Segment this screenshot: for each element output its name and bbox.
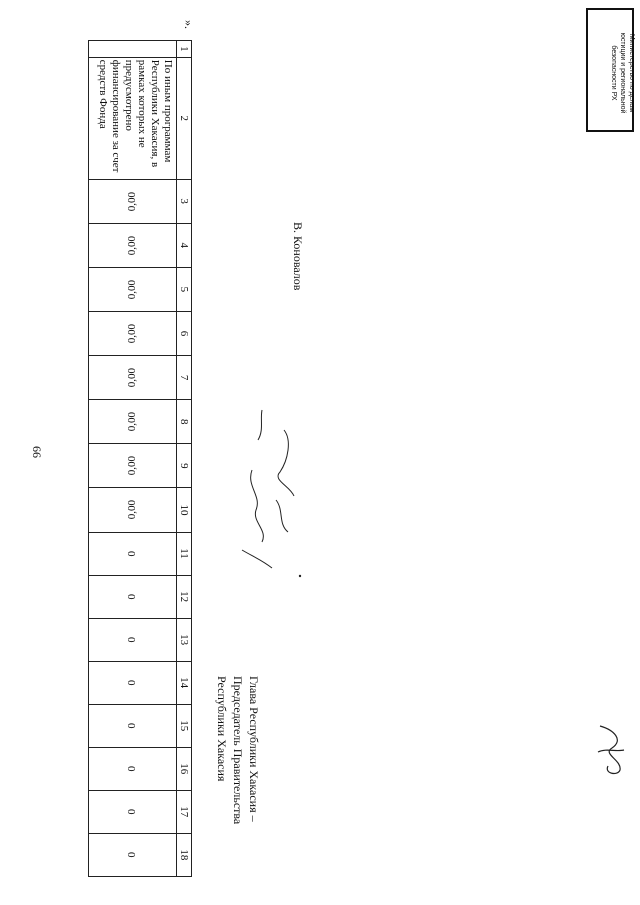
value-cell [89, 704, 177, 747]
signatory-position-line: Республики Хакасия [215, 676, 229, 782]
value-text: 0,00 [126, 323, 139, 344]
value-text: 0,00 [126, 500, 139, 520]
header-cell: 18 [177, 833, 192, 876]
value-text: 0 [126, 636, 139, 643]
value-cell [89, 311, 177, 355]
table-header-row [177, 41, 192, 877]
header-cell: 17 [177, 790, 192, 833]
handwritten-signature-image [232, 400, 312, 580]
header-cell: 6 [177, 311, 192, 355]
signatory-name: В. Коновалов [291, 222, 305, 291]
closing-quote: ». [182, 20, 196, 29]
value-text: 0 [126, 722, 139, 729]
value-cell [89, 444, 177, 488]
value-cell [89, 356, 177, 400]
header-cell: 9 [177, 444, 192, 488]
value-cell [89, 661, 177, 704]
margin-initials-image [594, 722, 630, 778]
row-label: По иным программам Республики Хакасия, в рамках которых не предусмотрено финансирование за счет средств Фонда [89, 57, 177, 179]
value-cell [89, 223, 177, 267]
value-cell [89, 575, 177, 618]
signatory-position-line: Глава Республики Хакасия – [247, 676, 261, 822]
value-cell [89, 488, 177, 532]
header-cell: 4 [177, 223, 192, 267]
header-cell: 11 [177, 532, 192, 575]
value-cell [89, 179, 177, 223]
stamp-line: юстиции и региональной [619, 32, 626, 114]
header-cell: 13 [177, 618, 192, 661]
funding-table [88, 40, 192, 877]
header-cell: 7 [177, 356, 192, 400]
table-row [89, 41, 177, 877]
signatory-position [214, 676, 262, 824]
value-text: 0,00 [126, 456, 139, 476]
value-text: 0,00 [126, 191, 139, 211]
table-cell-empty [89, 41, 177, 58]
value-cell [89, 747, 177, 790]
header-cell: 10 [177, 488, 192, 532]
header-cell: 2 [177, 57, 192, 179]
value-text: 0,00 [126, 235, 139, 255]
value-cell [89, 618, 177, 661]
stamp-line: безопасности РХ [610, 45, 617, 101]
header-cell: 12 [177, 575, 192, 618]
value-text: 0 [126, 809, 139, 815]
header-cell: 3 [177, 179, 192, 223]
ministry-stamp [586, 8, 634, 132]
value-cell [89, 833, 177, 876]
stamp-line: Министерство по делам [628, 33, 635, 113]
funding-table-wrapper [88, 40, 192, 877]
stamp-text [609, 14, 636, 132]
value-text: 0 [126, 550, 139, 557]
header-cell: 14 [177, 661, 192, 704]
header-cell: 5 [177, 267, 192, 311]
value-cell [89, 400, 177, 444]
value-cell [89, 790, 177, 833]
header-cell: 16 [177, 747, 192, 790]
page-number: 66 [30, 446, 44, 458]
value-text: 0 [126, 593, 139, 600]
value-cell [89, 532, 177, 575]
value-text: 0,00 [126, 412, 139, 432]
header-cell: 15 [177, 704, 192, 747]
header-cell: 1 [177, 41, 192, 58]
header-cell: 8 [177, 400, 192, 444]
value-text: 0 [126, 679, 139, 686]
value-text: 0,00 [126, 367, 139, 388]
value-text: 0 [126, 852, 139, 858]
value-text: 0 [126, 766, 139, 772]
value-cell [89, 267, 177, 311]
value-text: 0,00 [126, 279, 139, 300]
signatory-position-line: Председатель Правительства [231, 676, 245, 825]
